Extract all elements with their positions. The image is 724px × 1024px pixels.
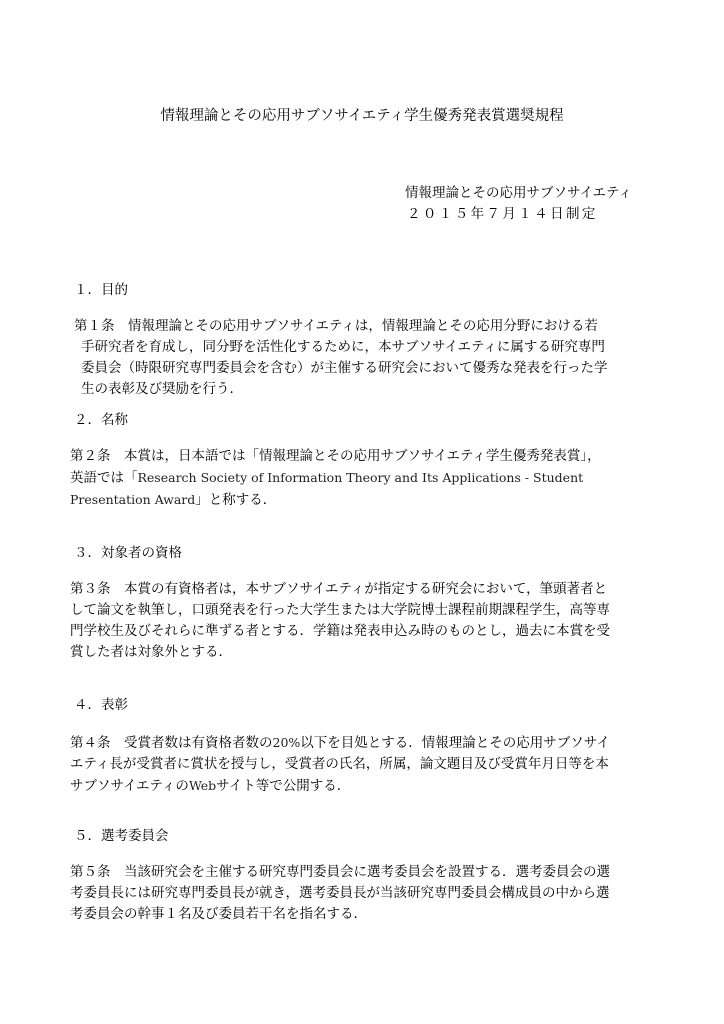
percent-value: 20%: [272, 735, 301, 750]
enactment-date: ２０１５年７月１４日制定: [407, 206, 598, 222]
article-4-text: サイト等で公開する．: [216, 778, 351, 794]
article-3-line: 賞した者は対象外とする．: [70, 644, 232, 660]
article-2-text: 」と称する．: [195, 492, 277, 508]
article-3-line: 第３条 本賞の有資格者は，本サブソサイエティが指定する研究会において，筆頭著者と: [70, 581, 608, 597]
section-heading-committee: ５．選考委員会: [74, 828, 169, 844]
article-3-line: して論文を執筆し，口頭発表を行った大学生または大学院博士課程前期課程学生，高等専: [70, 602, 610, 618]
article-1-line: 第１条 情報理論とその応用サブソサイエティは，情報理論とその応用分野における若: [74, 318, 598, 334]
article-5-line: 考委員長には研究専門委員長が就き，選考委員長が当該研究専門委員会構成員の中から選: [70, 885, 610, 901]
document-title: 情報理論とその応用サブソサイエティ学生優秀発表賞選奨規程: [160, 108, 564, 124]
article-4-text: 第４条 受賞者数は有資格者数の: [70, 735, 273, 751]
article-4-text: サブソサイエティの: [70, 778, 189, 794]
web-word: Web: [188, 778, 217, 793]
section-heading-name: ２．名称: [74, 412, 128, 428]
issuer-name: 情報理論とその応用サブソサイエティ: [405, 185, 632, 201]
section-heading-eligibility: ３．対象者の資格: [74, 545, 182, 561]
article-5: [70, 862, 660, 925]
article-4-line: [70, 732, 660, 754]
issuer-block: [405, 183, 632, 225]
section-heading-purpose: １．目的: [74, 282, 128, 298]
section-heading-award: ４．表彰: [74, 697, 128, 713]
article-2-line: [70, 489, 660, 511]
article-1: [74, 316, 664, 400]
article-2: [70, 446, 660, 511]
english-award-name-cont: Presentation Award: [70, 492, 196, 507]
english-award-name: Research Society of Information Theory and Its Applications - Student: [137, 470, 584, 485]
article-5-line: 第５条 当該研究会を主催する研究専門委員会に選考委員会を設置する．選考委員会の選: [70, 864, 610, 880]
article-3-line: 門学校生及びそれらに準ずる者とする．学籍は発表申込み時のものとし，過去に本賞を受: [70, 623, 610, 639]
article-1-line: 生の表彰及び奨励を行う．: [81, 381, 243, 397]
article-2-line: 第２条 本賞は，日本語では「情報理論とその応用サブソサイエティ学生優秀発表賞」，: [70, 448, 601, 464]
article-2-line: [70, 467, 660, 489]
article-1-line: 委員会（時限研究専門委員会を含む）が主催する研究会において優秀な発表を行った学: [81, 360, 608, 376]
article-4: [70, 732, 660, 797]
article-5-line: 考委員会の幹事１名及び委員若干名を指名する．: [70, 906, 367, 922]
article-1-line: 手研究者を育成し，同分野を活性化するために，本サブソサイエティに属する研究専門: [81, 339, 605, 355]
article-4-line: [70, 775, 660, 797]
article-2-text: 英語では「: [70, 470, 138, 486]
article-4-text: 以下を目処とする．情報理論とその応用サブソサイ: [300, 735, 610, 751]
article-4-line: エティ長が受賞者に賞状を授与し，受賞者の氏名，所属，論文題目及び受賞年月日等を本: [70, 756, 609, 772]
article-3: [70, 579, 660, 663]
